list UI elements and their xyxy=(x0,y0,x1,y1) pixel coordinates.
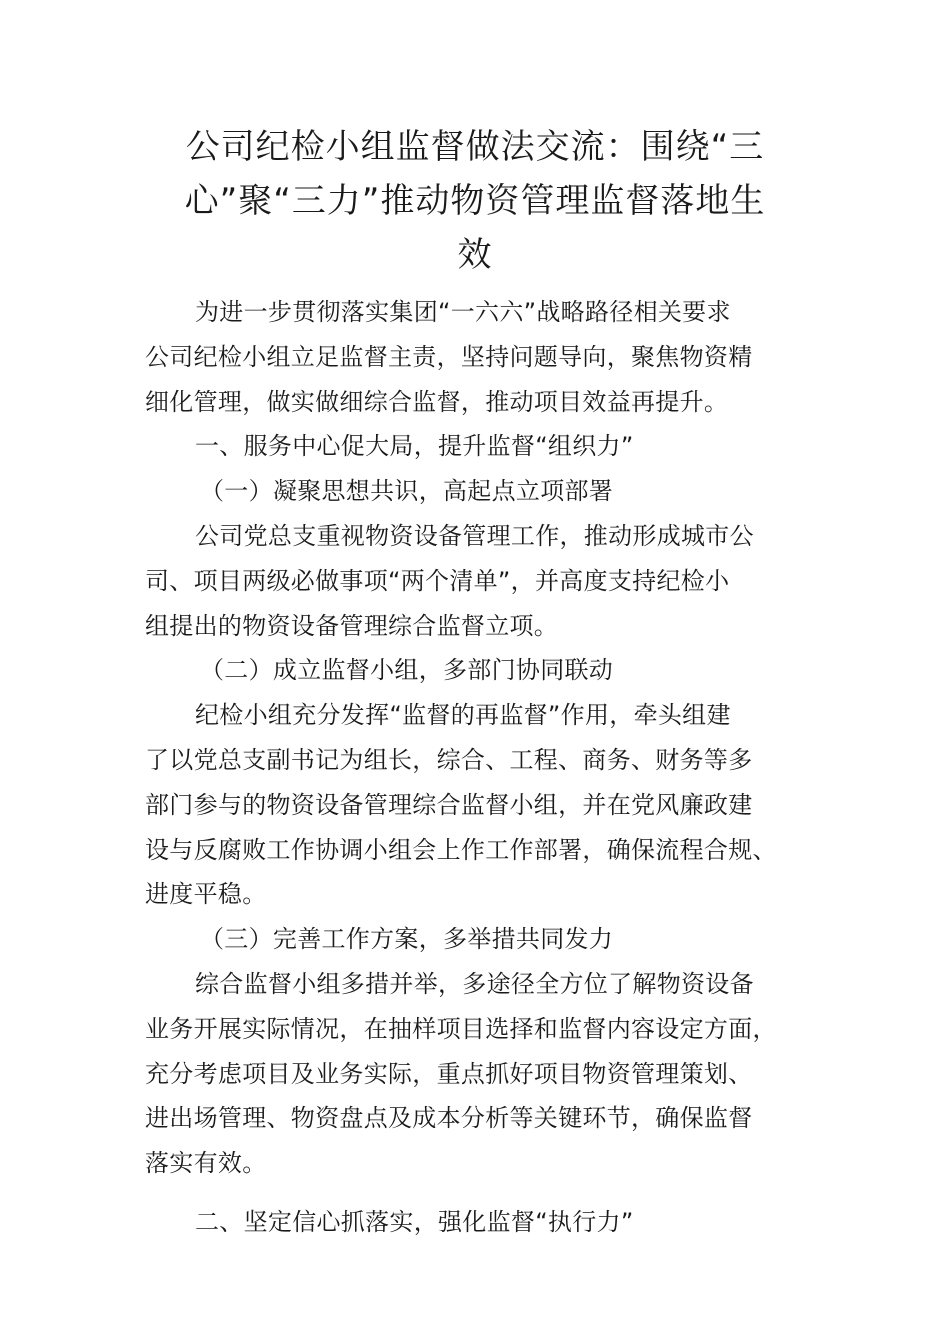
paragraph-line: 公司纪检小组立足监督主责，坚持问题导向，聚焦物资精 xyxy=(145,342,753,371)
paragraph-line: 综合监督小组多措并举，多途径全方位了解物资设备 xyxy=(195,969,754,998)
paragraph-line: 组提出的物资设备管理综合监督立项。 xyxy=(145,611,559,640)
paragraph-gap xyxy=(145,1186,810,1200)
section-heading: 一、服务中心促大局，提升监督“组织力” xyxy=(195,432,634,461)
paragraph-line: 进出场管理、物资盘点及成本分析等关键环节，确保监督 xyxy=(145,1104,753,1133)
paragraph-line: 纪检小组充分发挥“监督的再监督”作用，牵头组建 xyxy=(195,701,731,730)
paragraph-line: 公司党总支重视物资设备管理工作，推动形成城市公 xyxy=(195,521,754,550)
subsection-heading: （二）成立监督小组，多部门协同联动 xyxy=(200,656,614,685)
subsection-heading: （一）凝聚思想共识，高起点立项部署 xyxy=(200,477,614,506)
paragraph-line: 细化管理，做实做细综合监督，推动项目效益再提升。 xyxy=(145,387,729,416)
document-title xyxy=(150,120,800,282)
paragraph-line: 业务开展实际情况，在抽样项目选择和监督内容设定方面， xyxy=(145,1014,777,1043)
paragraph-line: 设与反腐败工作协调小组会上作工作部署，确保流程合规、 xyxy=(145,835,777,864)
paragraph-line: 了以党总支副书记为组长，综合、工程、商务、财务等多 xyxy=(145,745,753,774)
subsection-heading: （三）完善工作方案，多举措共同发力 xyxy=(200,925,614,954)
title-line: 效 xyxy=(457,235,493,275)
title-line: 心”聚“三力”推动物资管理监督落地生 xyxy=(184,181,766,221)
document-body xyxy=(145,290,810,1245)
paragraph-line: 落实有效。 xyxy=(145,1149,267,1178)
paragraph-line: 充分考虑项目及业务实际，重点抓好项目物资管理策划、 xyxy=(145,1059,753,1088)
section-heading: 二、坚定信心抓落实，强化监督“执行力” xyxy=(195,1207,634,1236)
paragraph-line: 司、项目两级必做事项“两个清单”，并高度支持纪检小 xyxy=(145,566,730,595)
paragraph-line: 进度平稳。 xyxy=(145,880,267,909)
paragraph-line: 为进一步贯彻落实集团“一六六”战略路径相关要求 xyxy=(195,298,731,326)
title-line: 公司纪检小组监督做法交流：围绕“三 xyxy=(185,127,765,167)
paragraph-line: 部门参与的物资设备管理综合监督小组，并在党风廉政建 xyxy=(145,790,753,819)
